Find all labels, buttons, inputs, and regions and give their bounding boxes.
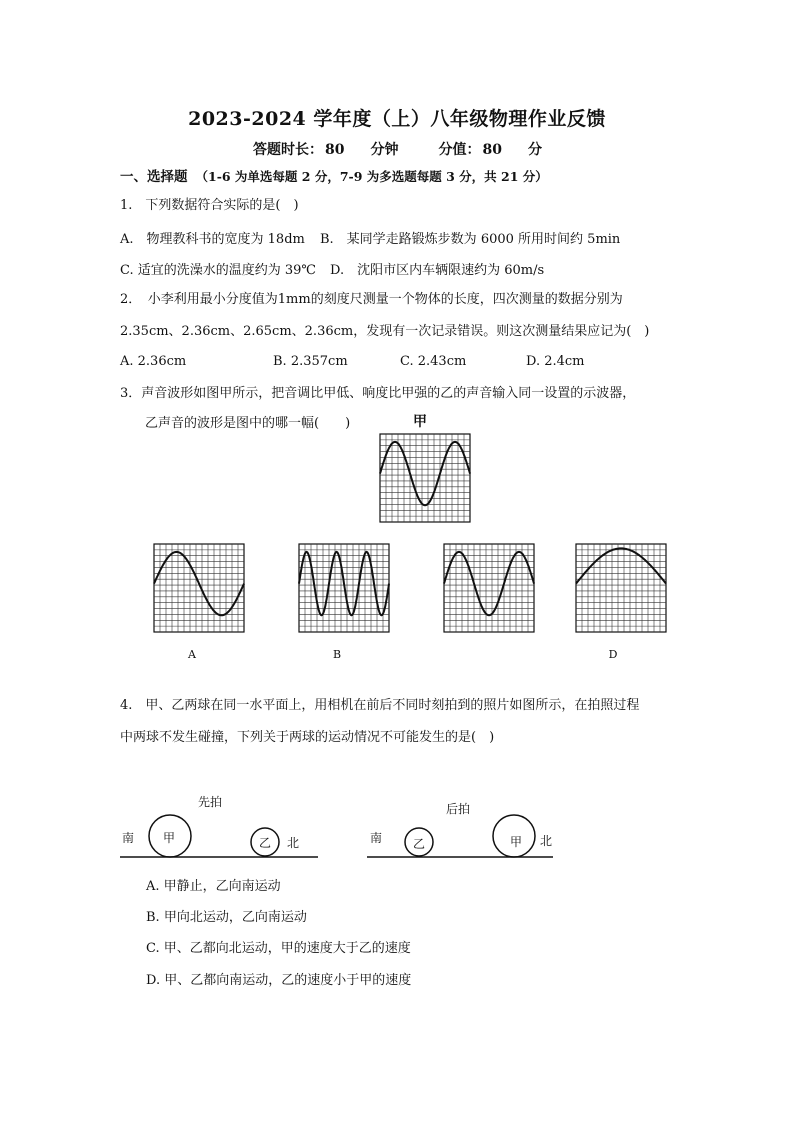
q4-stem-line1: 4. 甲、乙两球在同一水平面上，用相机在前后不同时刻拍到的照片如图所示，在拍照过程 [120, 698, 640, 713]
duration-label: 答题时长： [253, 142, 323, 158]
q4-option-b: B. 甲向北运动，乙向南运动 [146, 910, 307, 925]
q1-option-b: B. 某同学走路锻炼步数为 6000 所用时间约 5min [320, 232, 621, 247]
photo1-ball-yi: 乙 [259, 836, 272, 850]
score-unit: 分 [527, 142, 542, 158]
photo1-caption: 先拍 [198, 795, 223, 809]
scope-label-d: D [608, 648, 618, 661]
photo2-north-label: 北 [540, 834, 553, 848]
photo1-jia-circle [149, 815, 191, 857]
scope-label-a: A [188, 648, 196, 661]
duration-value: 80 [325, 142, 345, 158]
q2-option-c: C. 2.43cm [400, 354, 467, 369]
photo2-south-label: 南 [370, 831, 383, 845]
page-title: 2023-2024 学年度（上）八年级物理作业反馈 [188, 108, 606, 130]
q3-stem-line2: 乙声音的波形是图中的哪一幅( ) [145, 416, 351, 431]
photo2-jia-circle [493, 815, 535, 857]
section-note: （1-6 为单选每题 2 分，7-9 为多选题每题 3 分，共 21 分） [195, 169, 548, 184]
q2-stem-line2: 2.35cm、2.36cm、2.65cm、2.36cm，发现有一次记录错误。则这次测量结果应记为( ) [120, 324, 650, 339]
q1-option-a: A. 物理教科书的宽度为 18dm [120, 232, 305, 247]
photo2-caption: 后拍 [446, 802, 471, 816]
q2-option-d: D. 2.4cm [526, 354, 585, 369]
scope-label-b: B [332, 648, 342, 661]
photo2-ball-jia: 甲 [510, 835, 523, 849]
q4-stem-line2: 中两球不发生碰撞，下列关于两球的运动情况不可能发生的是( ) [120, 730, 495, 745]
q4-option-c: C. 甲、乙都向北运动，甲的速度大于乙的速度 [146, 941, 411, 956]
section-title: 一、选择题 [120, 169, 188, 185]
photo1-ball-jia: 甲 [163, 831, 176, 845]
photo2-ball-yi: 乙 [413, 837, 426, 851]
score-value: 80 [482, 142, 502, 158]
q2-option-b: B. 2.357cm [273, 354, 348, 369]
q1-option-c: C. 适宜的洗澡水的温度约为 39℃ [120, 263, 316, 278]
score-label: 分值： [438, 142, 481, 158]
q4-option-d: D. 甲、乙都向南运动，乙的速度小于甲的速度 [146, 973, 412, 988]
q1-stem: 1. 下列数据符合实际的是( ) [120, 198, 299, 213]
photo2-yi-circle [405, 828, 433, 856]
q4-option-a: A. 甲静止，乙向南运动 [146, 879, 281, 894]
q2-stem-line1: 2． 小李利用最小分度值为1mm的刻度尺测量一个物体的长度，四次测量的数据分别为 [120, 292, 623, 307]
scope-ref-label: 甲 [413, 414, 427, 430]
q3-stem-line1: 3．声音波形如图甲所示，把音调比甲低、响度比甲强的乙的声音输入同一设置的示波器， [120, 386, 636, 401]
q1-option-d: D. 沈阳市区内车辆限速约为 60m/s [330, 263, 545, 278]
photo1-north-label: 北 [287, 836, 300, 850]
q2-option-a: A. 2.36cm [120, 354, 187, 369]
photo1-south-label: 南 [122, 831, 135, 845]
photo1-yi-circle [251, 828, 279, 856]
duration-unit: 分钟 [370, 142, 399, 158]
